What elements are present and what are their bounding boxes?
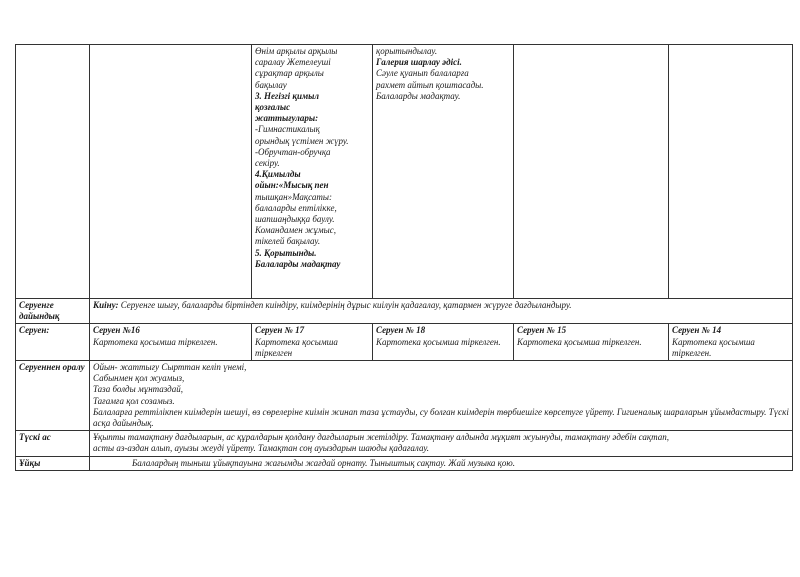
sleep-body: Балалардың тыныш ұйықтауына жағымды жағдай орнату. Тыныштық сақтау. Жай музыка қою. xyxy=(132,457,515,468)
walk-text: Картотека қосымша тіркелген. xyxy=(93,336,218,347)
activity-cell-col3 xyxy=(252,45,373,299)
empty-cell xyxy=(90,45,252,299)
walk-cell xyxy=(90,324,252,361)
walk-cell xyxy=(669,324,793,361)
sleep-row xyxy=(16,456,793,470)
walk-text: Картотека қосымша тіркелген. xyxy=(672,336,755,358)
return-label: Серуеннен оралу xyxy=(16,361,90,431)
walk-title: Серуен № 15 xyxy=(517,325,567,336)
return-line: Балаларға реттілікпен киімдерін шешуі, өз сөрелеріне киімін жинап таза ұстауды, су болған киімдерін төрбиешіге көрсетуге үйрету. Гигиеналық шараларын ұйымдастыру. Түскі асқа дайындық. xyxy=(93,406,789,429)
activity-line: -Обручтан-обручқа xyxy=(255,146,331,157)
walk-cell xyxy=(514,324,669,361)
activity-line: ойын:«Мысық пен xyxy=(255,180,329,191)
activity-line: 5. Қорытынды. xyxy=(255,247,317,258)
walk-title: Серуен №16 xyxy=(93,325,140,336)
activity-row xyxy=(16,45,793,299)
walk-cell xyxy=(252,324,373,361)
walk-prep-lead: Киіну: xyxy=(93,300,119,310)
activity-line: Балаларды мадақтау xyxy=(255,258,341,269)
activity-line: 4.Қимылды xyxy=(255,169,301,180)
walk-row xyxy=(16,324,793,361)
schedule-table xyxy=(15,44,793,471)
activity-cell-col4 xyxy=(373,45,514,299)
lunch-text xyxy=(90,431,793,456)
walk-title: Серуен № 18 xyxy=(376,325,426,336)
activity-line: қозғалыс xyxy=(255,102,291,113)
activity-line: тышқан»Мақсаты: xyxy=(255,191,332,202)
activity-line: қорытындылау. xyxy=(376,46,438,56)
activity-line: балаларды ептілікке, xyxy=(255,202,337,213)
walk-prep-label: Серуенге дайындық xyxy=(16,299,90,324)
activity-line: Галерия шарлау әдісі. xyxy=(376,57,462,68)
activity-line: жаттығулары: xyxy=(255,113,319,124)
lunch-line: асты аз-аздан алып, ауызы жеуді үйрету. Тамақтан соң ауыздарын шаюды қадағалау. xyxy=(93,443,430,454)
return-text xyxy=(90,361,793,431)
activity-line: -Гимнастикалық xyxy=(255,124,320,135)
activity-line: 3. Негізгі қимыл xyxy=(255,90,319,101)
return-line: Ойын- жаттығу Сырттан келіп үнемі, xyxy=(93,362,247,373)
activity-line: орындық үстімен жүру. xyxy=(255,135,349,146)
return-row xyxy=(16,361,793,431)
walk-text: Картотека қосымша тіркелген xyxy=(255,336,338,358)
return-line: Сабынмен қол жуамыз, xyxy=(93,373,185,384)
activity-line: саралау Жетелеуші xyxy=(255,57,331,68)
walk-title: Серуен № 14 xyxy=(672,325,722,336)
lunch-row xyxy=(16,431,793,456)
empty-cell xyxy=(669,45,793,299)
walk-text: Картотека қосымша тіркелген. xyxy=(376,336,501,347)
empty-label-cell xyxy=(16,45,90,299)
activity-line: Өнім арқылы арқылы xyxy=(255,46,338,56)
activity-line: Сәуле қуанып балаларға xyxy=(376,68,469,79)
walk-title: Серуен № 17 xyxy=(255,325,305,336)
walk-prep-body: Серуенге шығу, балаларды біртіндеп киіндіру, киімдерінің дұрыс киілуін қадағалау, қатармен жүруге дағдыландыру. xyxy=(118,300,572,310)
walk-prep-row xyxy=(16,299,793,324)
activity-line: сұрақтар арқылы xyxy=(255,68,324,79)
activity-line: рахмет айтып қоштасады. xyxy=(376,79,484,90)
walk-label: Серуен: xyxy=(16,324,90,361)
walk-text: Картотека қосымша тіркелген. xyxy=(517,336,642,347)
activity-line: бақылау xyxy=(255,79,287,90)
empty-cell xyxy=(514,45,669,299)
activity-line: Командамен жұмыс, xyxy=(255,225,336,236)
walk-cell xyxy=(373,324,514,361)
activity-line: Балаларды мадақтау. xyxy=(376,90,461,101)
return-line: Тағамға қол созамыз. xyxy=(93,395,175,406)
lunch-line: Ұқыпты тамақтану дағдыларын, ас құралдарын қолдану дағдыларын жетілдіру. Тамақтану алдында мұқият жуынуды, тамақтану әдебін сақтап, xyxy=(93,432,669,443)
activity-line: шапшаңдыққа баулу. xyxy=(255,214,335,225)
walk-prep-text xyxy=(90,299,793,324)
return-line: Таза болды мұнтаздай, xyxy=(93,384,183,395)
lunch-label: Түскі ас xyxy=(16,431,90,456)
activity-line: секіру. xyxy=(255,158,280,169)
sleep-text xyxy=(90,456,793,470)
activity-line: тікелей бақылау. xyxy=(255,236,321,247)
sleep-label: Ұйқы xyxy=(16,456,90,470)
